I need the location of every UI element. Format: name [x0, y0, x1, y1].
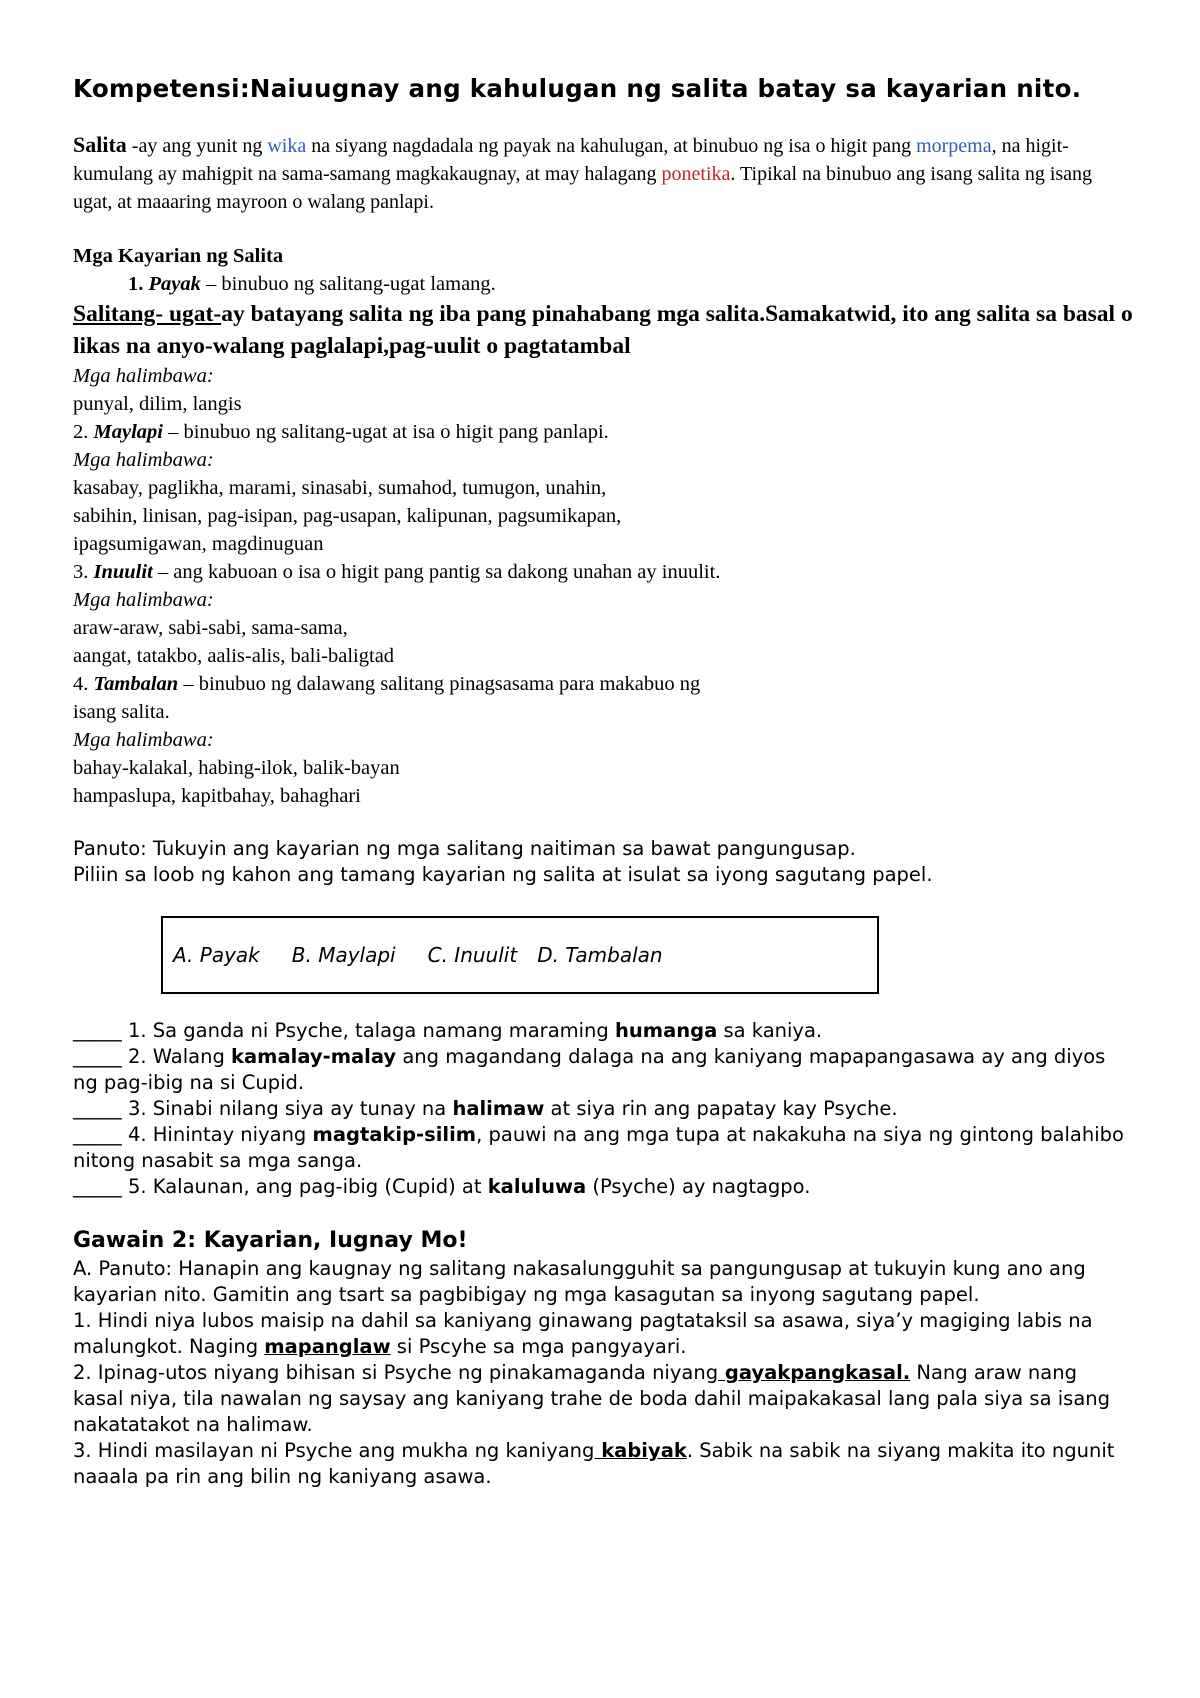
question-item: _____ 2. Walang kamalay-malay ang magandang dalaga na ang kaniyang mapapangasawa ay ang diyos ng pag-ibig na si Cupid.: [73, 1045, 1106, 1094]
competency-heading: Kompetensi:Naiuugnay ang kahulugan ng salita batay sa kayarian nito.: [73, 74, 1082, 103]
panuto-line: Piliin sa loob ng kahon ang tamang kayarian ng salita at isulat sa iyong sagutang papel.: [73, 863, 933, 886]
question-list: [73, 1018, 1133, 1200]
halimbawa-label: Mga halimbawa:: [73, 449, 214, 471]
payak-term: Payak: [148, 273, 201, 295]
choice-c: C. Inuulit: [427, 943, 518, 967]
maylapi-example-line: kasabay, paglikha, marami, sinasabi, sumahod, tumugon, unahin,: [73, 477, 607, 499]
gawain2-item: 2. Ipinag-utos niyang bihisan si Psyche ng pinakamaganda niyang gayakpangkasal. Nang araw nang kasal niya, tila nawalan ng saysay ang kaniyang trahe de boda dahil maipakakasal lang pala siya sa isang nakatatakot na halimaw.: [73, 1361, 1111, 1436]
target-word: kamalay-malay: [231, 1045, 397, 1068]
halimbawa-label: Mga halimbawa:: [73, 365, 214, 387]
target-word: humanga: [615, 1019, 718, 1042]
answer-blank[interactable]: _____: [73, 1175, 122, 1198]
document-page: [73, 72, 1133, 1490]
answer-blank[interactable]: _____: [73, 1123, 122, 1146]
salita-definition: Salita -ay ang yunit ng wika na siyang nagdadala ng payak na kahulugan, at binubuo ng isa o higit pang morpema, na higit-kumulang ay mahigpit na sama-samang magkakaugnay, at may halagang ponetika. Tipikal na binubuo ang isang salita ng isang ugat, at maaaring mayroon o walang panlapi.: [73, 132, 1093, 213]
answer-blank[interactable]: _____: [73, 1045, 122, 1068]
question-item: _____ 5. Kalaunan, ang pag-ibig (Cupid) at kaluluwa (Psyche) ay nagtagpo.: [73, 1175, 811, 1198]
panuto-line: Panuto: Tukuyin ang kayarian ng mga salitang naitiman sa bawat pangungusap.: [73, 837, 856, 860]
question-item: _____ 3. Sinabi nilang siya ay tunay na halimaw at siya rin ang papatay kay Psyche.: [73, 1097, 898, 1120]
kayarian-heading: Mga Kayarian ng Salita: [73, 245, 284, 267]
halimbawa-label: Mga halimbawa:: [73, 729, 214, 751]
choice-d: D. Tambalan: [537, 943, 663, 967]
choices-box: [161, 916, 879, 994]
salitang-ugat-definition: Salitang- ugat-ay batayang salita ng iba pang pinahabang mga salita.Samakatwid, ito ang salita sa basal o likas na anyo-walang paglalapi,pag-uulit o pagtatambal: [73, 301, 1133, 359]
answer-blank[interactable]: _____: [73, 1019, 122, 1042]
tambalan-term: Tambalan: [93, 673, 179, 695]
inuulit-definition: 3. Inuulit – ang kabuoan o isa o higit pang pantig sa dakong unahan ay inuulit.: [73, 561, 721, 583]
wika-link[interactable]: wika: [267, 135, 307, 157]
panuto-section: [73, 836, 1133, 888]
underlined-word: gayakpangkasal.: [718, 1361, 911, 1384]
choice-a: A. Payak: [173, 943, 260, 967]
answer-blank[interactable]: _____: [73, 1097, 122, 1120]
gawain2-panuto: A. Panuto: Hanapin ang kaugnay ng salitang nakasalungguhit sa pangungusap at tukuyin kung ano ang kayarian nito. Gamitin ang tsart sa pagbibigay ng mga kasagutan sa inyong sagutang papel.: [73, 1257, 1086, 1306]
morpema-link[interactable]: morpema: [916, 135, 992, 157]
maylapi-term: Maylapi: [93, 421, 163, 443]
target-word: halimaw: [452, 1097, 545, 1120]
maylapi-definition: 2. Maylapi – binubuo ng salitang-ugat at isa o higit pang panlapi.: [73, 421, 609, 443]
maylapi-example-line: ipagsumigawan, magdinuguan: [73, 533, 324, 555]
underlined-word: mapanglaw: [264, 1335, 391, 1358]
tambalan-definition-cont: isang salita.: [73, 701, 170, 723]
payak-examples: punyal, dilim, langis: [73, 393, 242, 415]
inuulit-term: Inuulit: [93, 561, 153, 583]
gawain2-heading: Gawain 2: Kayarian, Iugnay Mo!: [73, 1228, 468, 1253]
salita-term: Salita: [73, 132, 127, 157]
maylapi-example-line: sabihin, linisan, pag-isipan, pag-usapan, kalipunan, pagsumikapan,: [73, 505, 622, 527]
salitang-ugat-term: Salitang- ugat-: [73, 301, 222, 327]
gawain2-section: [73, 1256, 1133, 1490]
gawain2-item: 1. Hindi niya lubos maisip na dahil sa kaniyang ginawang pagtataksil sa asawa, siya’y magiging labis na malungkot. Naging mapanglaw si Pscyhe sa mga pangyayari.: [73, 1309, 1093, 1358]
gawain2-item: 3. Hindi masilayan ni Psyche ang mukha ng kaniyang kabiyak. Sabik na sabik na siyang makita ito ngunit naaala pa rin ang bilin ng kaniyang asawa.: [73, 1439, 1115, 1488]
ponetika-link[interactable]: ponetika: [661, 163, 731, 185]
target-word: kaluluwa: [487, 1175, 587, 1198]
tambalan-example-line: bahay-kalakal, habing-ilok, balik-bayan: [73, 757, 400, 779]
halimbawa-label: Mga halimbawa:: [73, 589, 214, 611]
target-word: magtakip-silim: [312, 1123, 477, 1146]
inuulit-example-line: aangat, tatakbo, aalis-alis, bali-baligtad: [73, 645, 395, 667]
question-item: _____ 1. Sa ganda ni Psyche, talaga namang maraming humanga sa kaniya.: [73, 1019, 823, 1042]
underlined-word: kabiyak: [594, 1439, 687, 1462]
question-item: _____ 4. Hinintay niyang magtakip-silim, pauwi na ang mga tupa at nakakuha na siya ng gintong balahibo nitong nasabit sa mga sanga.: [73, 1123, 1124, 1172]
tambalan-example-line: hampaslupa, kapitbahay, bahaghari: [73, 785, 361, 807]
inuulit-example-line: araw-araw, sabi-sabi, sama-sama,: [73, 617, 348, 639]
tambalan-definition: 4. Tambalan – binubuo ng dalawang salitang pinagsasama para makabuo ng: [73, 673, 701, 695]
choice-b: B. Maylapi: [291, 943, 396, 967]
payak-definition: 1. Payak – binubuo ng salitang-ugat lamang.: [128, 273, 496, 295]
